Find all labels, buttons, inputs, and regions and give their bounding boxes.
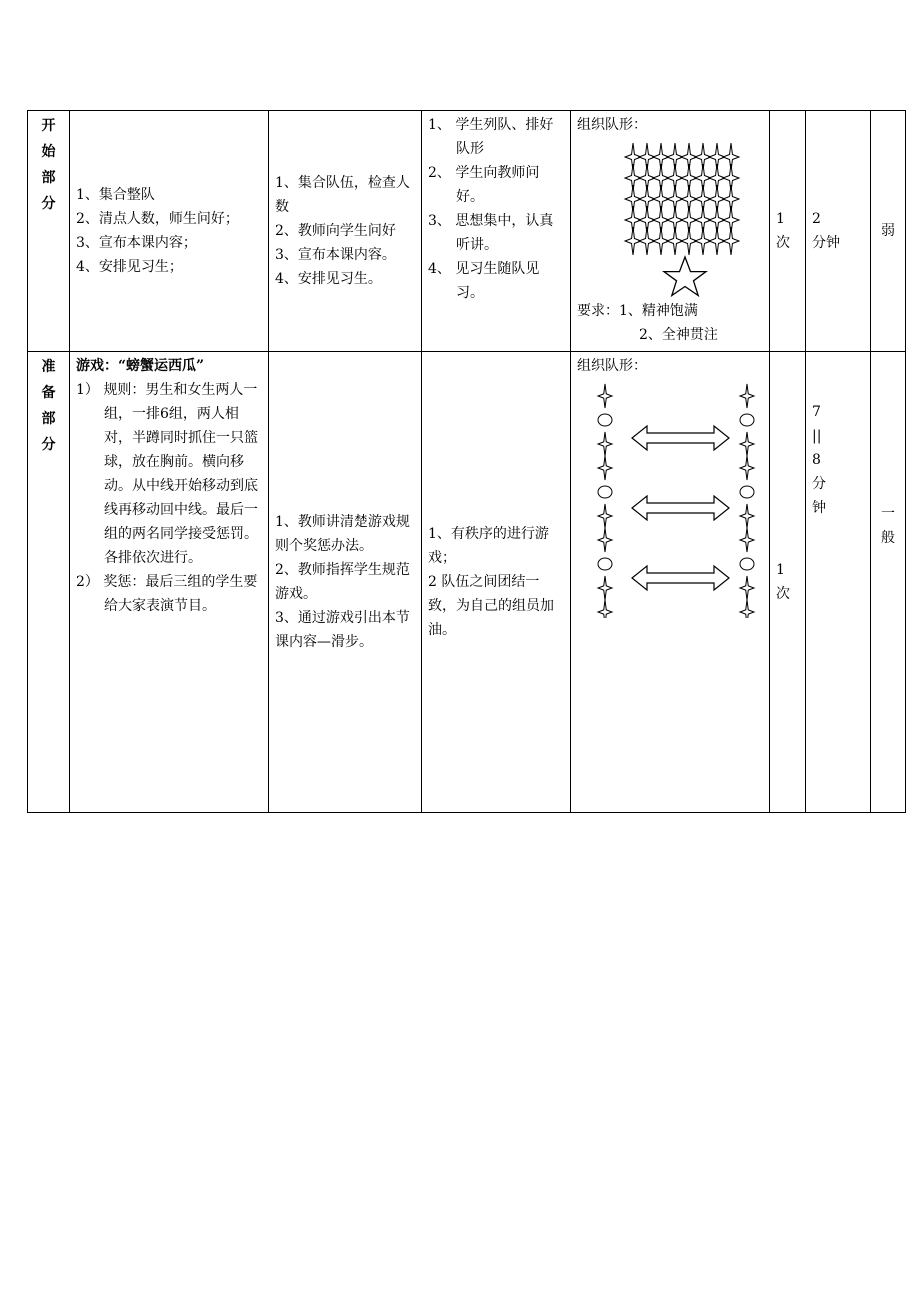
- teacher-item: 1、集合队伍，检查人数: [275, 175, 410, 215]
- ball-circle-icon: [598, 558, 612, 570]
- student-star-icon: [740, 576, 754, 600]
- formation-label: 组织队形：: [577, 358, 647, 374]
- student-formation-stars: [625, 143, 739, 255]
- student-star-icon: [598, 384, 612, 408]
- duration-value: 2: [812, 211, 821, 227]
- requirements-label: 要求：1、精神饱满: [577, 303, 698, 319]
- content-item: 3、宣布本课内容；: [76, 235, 197, 251]
- game-title: 游戏：“螃蟹运西瓜”: [76, 358, 205, 374]
- student-cell: [422, 111, 571, 352]
- content-item: 2） 奖惩：最后三组的学生要给大家表演节目。: [76, 574, 258, 614]
- double-arrow-icon: [632, 566, 729, 590]
- teacher-item: 1、教师讲清楚游戏规则个奖惩办法。: [275, 514, 410, 554]
- section-label-start: 开 始 部 分: [28, 111, 70, 352]
- student-star-icon: [598, 600, 612, 618]
- intensity-value: 一: [881, 506, 895, 522]
- student-cell: [422, 352, 571, 813]
- teacher-cell: [269, 352, 422, 813]
- ball-circle-icon: [598, 486, 612, 498]
- content-cell: [70, 111, 269, 352]
- intensity-value: 般: [881, 530, 895, 546]
- ball-circle-icon: [598, 414, 612, 426]
- duration-part: ||: [812, 428, 822, 444]
- content-item: 1） 规则：男生和女生两人一组，一排6组，两人相对，半蹲同时抓住一只篮球，放在胸前。横向移动。从中线开始移动到底线再移动回中线。最后一组的两名同学接受惩罚。各排依次进行。: [76, 382, 258, 566]
- teacher-cell: [269, 111, 422, 352]
- times-value: 1: [776, 211, 785, 227]
- times-cell: [770, 352, 806, 813]
- teacher-item: 2、教师指挥学生规范游戏。: [275, 562, 410, 602]
- teacher-item: 2、教师向学生问好: [275, 223, 396, 239]
- times-unit: 次: [776, 235, 790, 251]
- times-unit: 次: [776, 586, 790, 602]
- content-item: 4、安排见习生；: [76, 259, 183, 275]
- content-cell: [70, 352, 269, 813]
- teacher-star-icon: [664, 257, 706, 296]
- times-value: 1: [776, 562, 785, 578]
- ball-circle-icon: [740, 486, 754, 498]
- duration-part: 分: [812, 476, 826, 492]
- duration-cell: [806, 352, 871, 813]
- duration-part: 8: [812, 452, 821, 468]
- section-label-prepare: 准 备 部 分: [28, 352, 70, 813]
- table-row-start: [28, 111, 906, 352]
- requirements-item: 2、全神贯注: [639, 327, 718, 343]
- student-star-icon: [598, 576, 612, 600]
- teacher-item: 3、宣布本课内容。: [275, 247, 396, 263]
- student-item: 3、 思想集中，认真听讲。: [428, 213, 554, 253]
- student-star-icon: [740, 456, 754, 480]
- content-item: 2、清点人数，师生问好；: [76, 211, 239, 227]
- teacher-item: 3、通过游戏引出本节课内容—滑步。: [275, 610, 410, 650]
- double-arrow-icon: [632, 496, 729, 520]
- ball-circle-icon: [740, 414, 754, 426]
- student-star-icon: [740, 432, 754, 456]
- student-star-icon: [740, 504, 754, 528]
- times-cell: [770, 111, 806, 352]
- intensity-value: 弱: [881, 223, 895, 239]
- formation-diagram-grid: [577, 137, 763, 299]
- formation-cell: [571, 111, 770, 352]
- formation-label: 组织队形：: [577, 117, 647, 133]
- table-row-prepare: [28, 352, 906, 813]
- duration-part: 钟: [812, 500, 826, 516]
- ball-circle-icon: [740, 558, 754, 570]
- content-item: 1、集合整队: [76, 187, 155, 203]
- teacher-item: 4、安排见习生。: [275, 271, 382, 287]
- duration-unit: 分钟: [812, 235, 840, 251]
- arrows: [632, 426, 729, 590]
- student-item: 2、 学生向教师问好。: [428, 165, 540, 205]
- duration-part: 7: [812, 404, 821, 420]
- student-star-icon: [598, 504, 612, 528]
- student-item: 4、 见习生随队见习。: [428, 261, 540, 301]
- student-star-icon: [740, 600, 754, 618]
- intensity-cell: [871, 111, 906, 352]
- student-star-icon: [598, 432, 612, 456]
- student-item: 2 队伍之间团结一致，为自己的组员加油。: [428, 574, 554, 638]
- student-star-icon: [740, 528, 754, 552]
- student-item: 1、有秩序的进行游戏；: [428, 526, 549, 566]
- intensity-cell: [871, 352, 906, 813]
- duration-cell: [806, 111, 871, 352]
- student-star-icon: [740, 384, 754, 408]
- formation-diagram-pairs: [577, 378, 763, 618]
- double-arrow-icon: [632, 426, 729, 450]
- student-star-icon: [723, 227, 739, 255]
- formation-cell: [571, 352, 770, 813]
- student-item: 1、 学生列队、排好队形: [428, 117, 554, 157]
- student-star-icon: [598, 456, 612, 480]
- student-star-icon: [598, 528, 612, 552]
- lesson-plan-table: [27, 110, 906, 813]
